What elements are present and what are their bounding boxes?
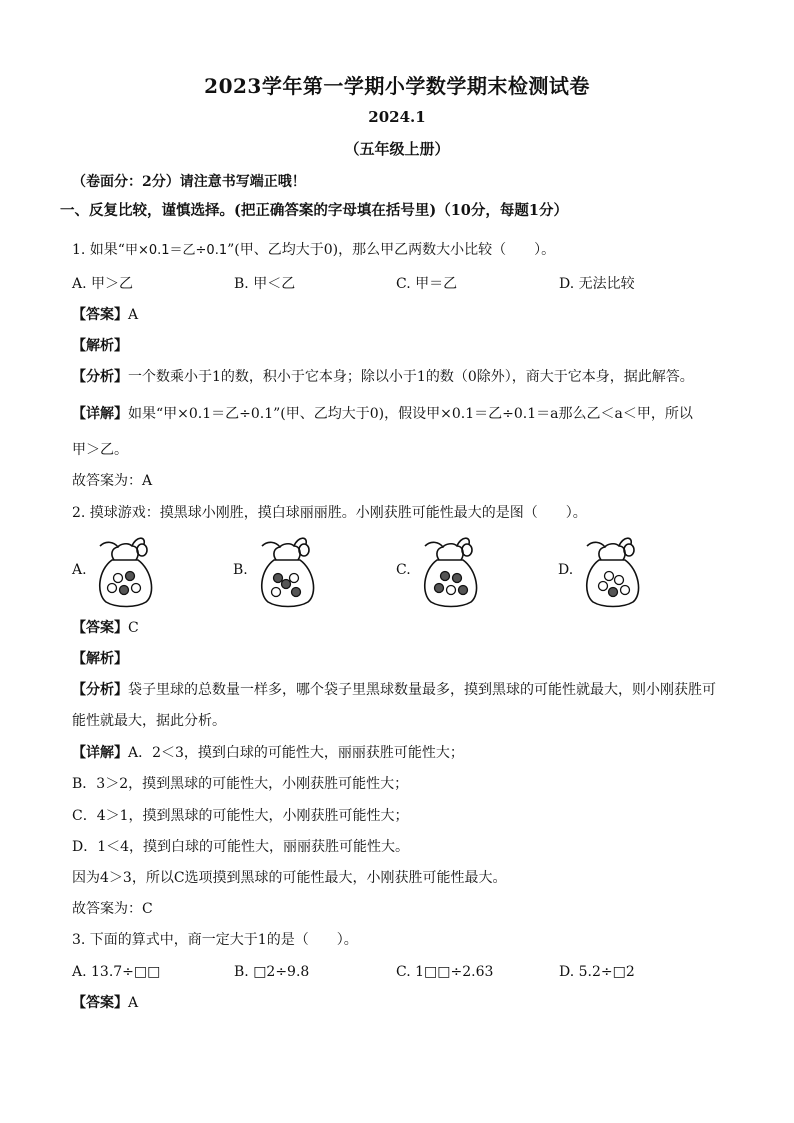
answer-value: C (128, 620, 139, 636)
q1-detail (72, 404, 693, 424)
q1-prefix: 1. 如果“ (72, 242, 125, 258)
q2-answer (72, 618, 139, 638)
q2-label-d: D. (558, 562, 574, 578)
q2-detail-b: B．3＞2，摸到黑球的可能性大，小刚获胜可能性大； (72, 776, 409, 792)
q1-suffix: ”(甲、乙均大于0)，那么甲乙两数大小比较（ ）。 (227, 242, 556, 258)
fenxi-label: 【分析】 (72, 369, 128, 385)
q3-option-a: A. 13.7÷□□ (72, 964, 161, 980)
question-2-stem: 2. 摸球游戏：摸黑球小刚胜，摸白球丽丽胜。小刚获胜可能性最大的是图（ ）。 (72, 505, 587, 521)
answer-label: 【答案】 (72, 995, 128, 1011)
fenxi-label: 【分析】 (72, 682, 128, 698)
bag-c-image (417, 532, 483, 608)
q2-label-a: A. (72, 562, 87, 578)
q3-option-b: B. □2÷9.8 (234, 964, 310, 980)
bag-a-image (92, 532, 158, 608)
q2-because: 因为4＞3，所以C选项摸到黑球的可能性最大，小刚获胜可能性最大。 (72, 870, 507, 886)
answer-value: A (128, 995, 139, 1011)
section-heading: 一、反复比较，谨慎选择。(把正确答案的字母填在括号里)（10分，每题1分） (60, 202, 568, 219)
answer-value: A (128, 307, 139, 323)
q2-final: 故答案为：C (72, 901, 153, 917)
exam-date: 2024.1 (368, 108, 426, 126)
fenxi-text: 一个数乘小于1的数，积小于它本身；除以小于1的数（0除外），商大于它本身，据此解答。 (128, 369, 694, 385)
grade-label: （五年级上册） (344, 140, 450, 158)
detail-text: A．2＜3，摸到白球的可能性大，丽丽获胜可能性大； (128, 745, 464, 761)
question-1-stem (72, 240, 555, 261)
q1-option-c: C. 甲＝乙 (396, 276, 458, 292)
q3-option-c: C. 1□□÷2.63 (396, 964, 494, 980)
neatness-note: （卷面分：2分）请注意书写端正哦！ (72, 174, 306, 190)
q1-answer (72, 305, 138, 325)
bag-d-image (579, 532, 645, 608)
detail-label: 【详解】 (72, 745, 128, 761)
q2-fenxi-cont: 能性就最大，据此分析。 (72, 713, 226, 729)
q2-detail-d: D．1＜4，摸到白球的可能性大，丽丽获胜可能性大。 (72, 839, 410, 855)
q1-option-a: A. 甲＞乙 (72, 276, 134, 292)
q1-detail-cont: 甲＞乙。 (72, 442, 128, 458)
q1-option-b: B. 甲＜乙 (234, 276, 296, 292)
answer-label: 【答案】 (72, 620, 128, 636)
answer-label: 【答案】 (72, 307, 128, 323)
q2-analysis-label: 【解析】 (72, 651, 128, 667)
q2-label-c: C. (396, 562, 411, 578)
q1-formula: 甲×0.1＝乙÷0.1 (124, 243, 228, 258)
q1-fenxi (72, 367, 694, 387)
detail-label: 【详解】 (72, 406, 128, 422)
fenxi-text: 袋子里球的总数量一样多，哪个袋子里黑球数量最多，摸到黑球的可能性就最大，则小刚获胜可 (128, 682, 716, 698)
q3-answer (72, 993, 138, 1013)
q3-option-d: D. 5.2÷□2 (559, 964, 635, 980)
detail-text: 如果“甲×0.1＝乙÷0.1”(甲、乙均大于0)，假设甲×0.1＝乙÷0.1＝a那么乙＜a＜甲，所以 (128, 406, 693, 422)
page-title: 2023学年第一学期小学数学期末检测试卷 (204, 74, 590, 98)
q2-detail-a (72, 743, 464, 763)
question-3-stem: 3. 下面的算式中，商一定大于1的是（ ）。 (72, 932, 358, 948)
q1-final: 故答案为：A (72, 473, 153, 489)
q2-label-b: B. (233, 562, 248, 578)
q1-analysis-label: 【解析】 (72, 338, 128, 354)
bag-b-image (254, 532, 320, 608)
q1-option-d: D. 无法比较 (559, 276, 635, 292)
q2-detail-c: C．4＞1，摸到黑球的可能性大，小刚获胜可能性大； (72, 808, 409, 824)
q2-fenxi (72, 680, 716, 700)
